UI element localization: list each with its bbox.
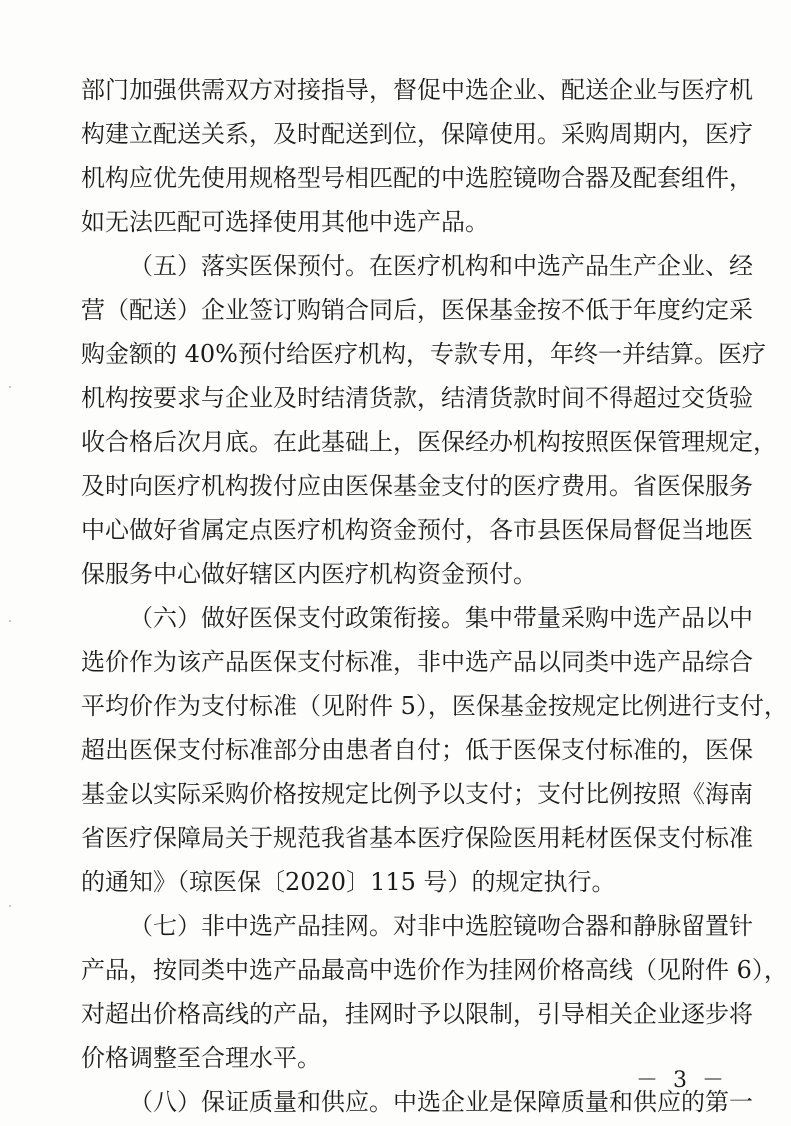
scan-artifact: [9, 905, 11, 907]
text-line-8: 机构按要求与企业及时结清货款，结清货款时间不得超过交货验: [81, 384, 753, 412]
text-line-16: 超出医保支付标准部分由患者自付；低于医保支付标准的，医保: [81, 736, 753, 764]
scan-artifact: [9, 620, 11, 622]
paragraph-6-heading-line: （六）做好医保支付政策衔接。集中带量采购中选产品以中: [129, 604, 753, 632]
text-line-7: 购金额的 40%预付给医疗机构，专款专用，年终一并结算。医疗: [81, 340, 766, 368]
text-line-11: 中心做好省属定点医疗机构资金预付，各市县医保局督促当地医: [81, 516, 753, 544]
scan-artifact: [9, 386, 11, 388]
text-line-3: 机构应优先使用规格型号相匹配的中选腔镜吻合器及配套组件，: [81, 164, 753, 192]
page-number: － 3 －: [636, 1068, 728, 1093]
text-line-9: 收合格后次月底。在此基础上，医保经办机构按照医保管理规定，: [81, 428, 777, 456]
paragraph-7-heading-line: （七）非中选产品挂网。对非中选腔镜吻合器和静脉留置针: [129, 912, 753, 940]
paragraph-5-heading-line: （五）落实医保预付。在医疗机构和中选产品生产企业、经: [129, 252, 753, 280]
text-line-19: 的通知》（琼医保〔2020〕115 号）的规定执行。: [81, 868, 616, 896]
text-line-2: 构建立配送关系，及时配送到位，保障使用。采购周期内，医疗: [81, 120, 753, 148]
text-line-6: 营（配送）企业签订购销合同后，医保基金按不低于年度约定采: [81, 296, 753, 324]
text-line-12: 保服务中心做好辖区内医疗机构资金预付。: [81, 560, 537, 588]
text-line-18: 省医疗保障局关于规范我省基本医疗保险医用耗材医保支付标准: [81, 824, 753, 852]
paragraph-8-heading-line: （八）保证质量和供应。中选企业是保障质量和供应的第一: [129, 1088, 753, 1116]
text-line-14: 选价作为该产品医保支付标准，非中选产品以同类中选产品综合: [81, 648, 753, 676]
text-line-10: 及时向医疗机构拨付应由医保基金支付的医疗费用。省医保服务: [81, 472, 753, 500]
text-line-17: 基金以实际采购价格按规定比例予以支付；支付比例按照《海南: [81, 780, 753, 808]
text-line-4: 如无法匹配可选择使用其他中选产品。: [81, 208, 489, 236]
text-line-21: 产品，按同类中选产品最高中选价作为挂网价格高线（见附件 6），: [81, 956, 788, 984]
text-line-1: 部门加强供需双方对接指导，督促中选企业、配送企业与医疗机: [81, 76, 753, 104]
text-line-23: 价格调整至合理水平。: [81, 1044, 321, 1072]
text-line-22: 对超出价格高线的产品，挂网时予以限制，引导相关企业逐步将: [81, 1000, 753, 1028]
text-line-15: 平均价作为支付标准（见附件 5），医保基金按规定比例进行支付，: [81, 692, 788, 720]
